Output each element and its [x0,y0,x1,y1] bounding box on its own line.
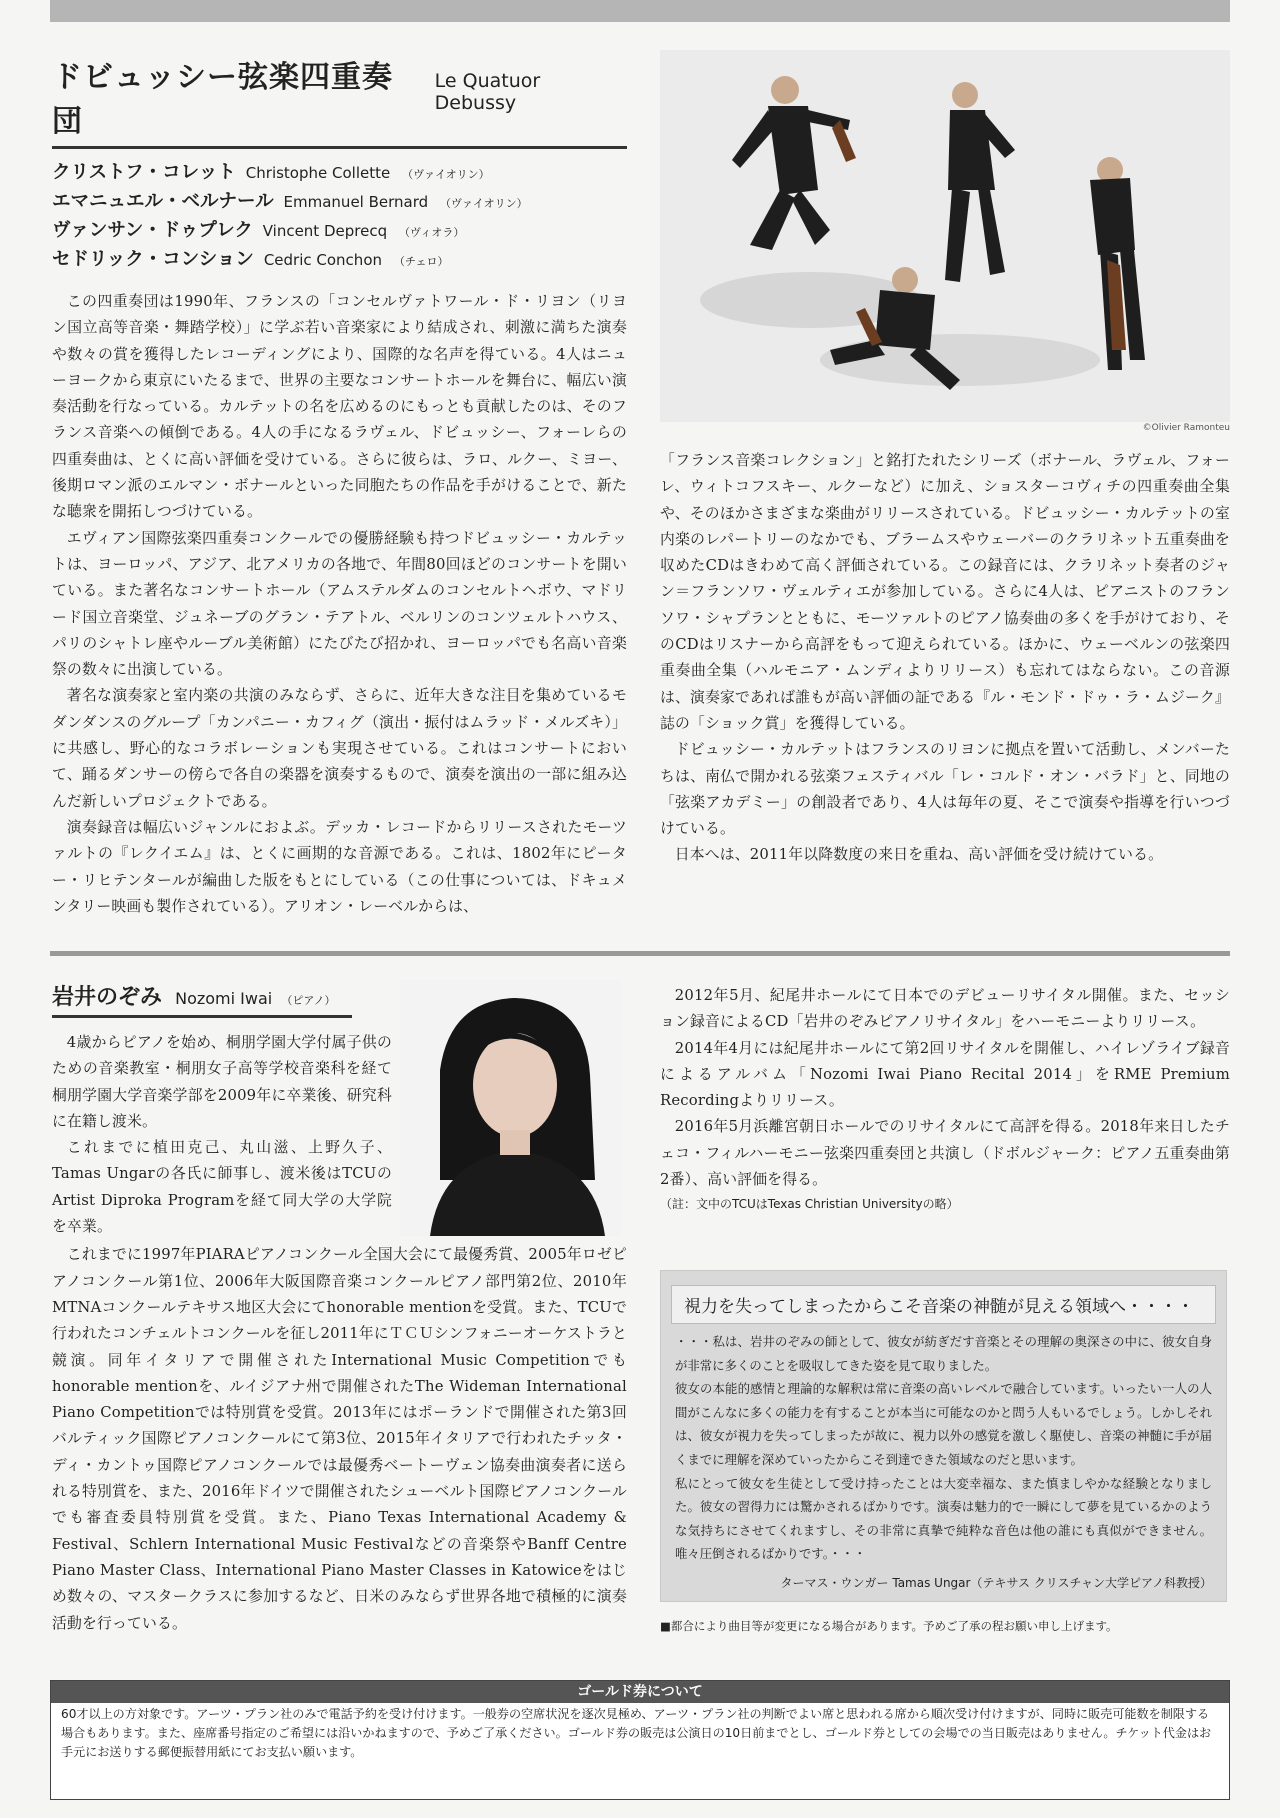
quartet-title [52,52,627,149]
quartet-section [52,52,627,920]
program-change-note: ■都合により曲目等が変更になる場合があります。予めご了承の程お願い申し上げます。 [660,1619,1118,1633]
footnote: （註：文中のTCUはTexas Christian Universityの略） [660,1197,959,1212]
paragraph: この四重奏団は1990年、フランスの「コンセルヴァトワール・ド・リヨン（リヨン国立高等音楽・舞踏学校）」に学ぶ若い音楽家により結成され、刺激に満ちた演奏や数々の賞を獲得したレコーディングにより、国際的な名声を得ている。4人はニューヨークから東京にいたるまで、世界の主要なコンサートホールを舞台に、幅広い演奏活動を行なっている。カルテットの名を広めるのにもっとも貢献したのは、そのフランス音楽への傾倒である。4人の手になるラヴェル、ドビュッシー、フォーレらの四重奏曲は、とくに高い評価を受けている。さらに彼らは、ラロ、ルクー、ミヨー、後期ロマン派のエルマン・ボナールといった同胞たちの作品を手がけることで、新たな聴衆を開拓しつづけている。 [52,293,627,521]
member-name-en: Vincent Deprecq [262,222,388,240]
member-list [52,159,627,275]
quote-signature: ターマス・ウンガー Tamas Ungar（テキサス クリスチャン大学ピアノ科教授） [780,1576,1212,1590]
pianist-name-jp: 岩井のぞみ [52,985,163,1010]
pianist-photo-art [400,980,622,1236]
member-name-jp: セドリック・コンション [52,249,254,270]
quote-title: 視力を失ってしまったからこそ音楽の神髄が見える領域へ・・・・ [671,1285,1216,1324]
member-instrument: （ヴァイオリン） [402,168,490,181]
quartet-title-en: Le Quatuor Debussy [434,70,541,114]
quartet-photo [660,50,1230,422]
member-item [52,246,627,275]
paragraph: 著名な演奏家と室内楽の共演のみならず、さらに、近年大きな注目を集めているモダンダンスのグループ「カンパニー・カフィグ（演出・振付はムラッド・メルズキ）」に共感し、野心的なコラボレーションも実現させている。これはコンサートにおいて、踊るダンサーの傍らで各自の楽器を演奏するもので、演奏を演出の一部に組み込んだ新しいプロジェクトである。 [52,687,627,810]
pianist-bio-wide [52,1242,627,1636]
member-name-en: Emmanuel Bernard [283,193,429,211]
pianist-title [52,980,352,1018]
paragraph: ・・・私は、岩井のぞみの師として、彼女が紡ぎだす音楽とその理解の奥深さの中に、彼女自身が非常に多くのことを吸収してきた姿を見て取りました。 [675,1334,1212,1373]
quartet-bio-right [660,448,1230,869]
paragraph: 4歳からピアノを始め、桐朋学園大学付属子供のための音楽教室・桐朋女子高等学校音楽科を経て桐朋学園大学音楽学部を2009年に卒業後、研究科に在籍し渡米。 [52,1034,392,1130]
teacher-quote-box [660,1270,1227,1602]
photo-credit: ©Olivier Ramonteu [1142,423,1230,433]
paragraph: 2016年5月浜離宮朝日ホールでのリサイタルにて高評を得る。2018年来日したチェコ・フィルハーモニー弦楽四重奏団と共演し（ドボルジャーク：ピアノ五重奏曲第2番）、高い評価を得る。 [660,1118,1230,1189]
pianist-photo [400,980,622,1236]
paragraph: 「フランス音楽コレクション」と銘打たれたシリーズ（ボナール、ラヴェル、フォーレ、ウィトコフスキー、ルクーなど）に加え、ショスターコヴィチの四重奏曲全集や、そのほかさまざまな楽曲がリリースされている。ドビュッシー・カルテットの室内楽のレパートリーのなかでも、ブラームスやウェーバーのクラリネット五重奏曲を収めたCDはきわめて高く評価されている。この録音には、クラリネット奏者のジャン＝フランソワ・ヴェルティエが参加している。さらに4人は、ピアニストのフランソワ・シャプランとともに、モーツァルトのピアノ協奏曲の多くを手がけており、そのCDはリスナーから高評をもって迎えられている。ほかに、ウェーベルンの弦楽四重奏曲全集（ハルモニア・ムンディよりリリース）も忘れてはならない。この音源は、演奏家であれば誰もが高い評価の証である『ル・モンド・ドゥ・ラ・ムジーク』誌の「ショック賞」を獲得している。 [660,452,1230,732]
paragraph: これまでに植田克己、丸山滋、上野久子、Tamas Ungarの各氏に師事し、渡米後はTCUのArtist Diproka Programを経て同大学の大学院を卒業。 [52,1139,392,1236]
pianist-name-en: Nozomi Iwai [175,989,273,1008]
member-name-jp: エマニュエル・ベルナール [52,191,274,212]
member-instrument: （ヴィオラ） [398,226,465,239]
pianist-instrument: （ピアノ） [281,994,336,1007]
paragraph: 彼女の本能的感情と理論的な解釈は常に音楽の高いレベルで融合しています。いったい一人の人間がこんなに多くの能力を有することが本当に可能なのかと問う人もいるでしょう。しかしそれは、彼女が視力を失ってしまったが故に、視力以外の感覚を激しく駆使し、音楽の神髄に手が届くまでに理解を深めていったからこそ到達できた領域なのだと思います。 [675,1381,1212,1467]
pianist-bio-right [660,983,1230,1212]
member-instrument: （チェロ） [393,255,449,268]
paragraph: 演奏録音は幅広いジャンルにおよぶ。デッカ・レコードからリリースされたモーツァルトの『レクイエム』は、とくに画期的な音源である。これは、1802年にピーター・リヒテンタールが編曲した版をもとにしている（この仕事については、ドキュメンタリー映画も製作されている）。アリオン・レーベルからは、 [52,818,627,915]
paragraph: これまでに1997年PIARAピアノコンクール全国大会にて最優秀賞、2005年ロゼピアノコンクール第1位、2006年大阪国際音楽コンクールピアノ部門第2位、2010年MTNAコンクールテキサス地区大会にてhonorable mentionを受賞。また、TCUで行われたコンチェルトコンクールを征し2011年にＴＣＵシンフォニーオーケストラと競演。同年イタリアで開催されたInternational Music Competitionでもhonorable mentionを、ルイジアナ州で開催されたThe Wideman International Piano Competitionでは特別賞を受賞。2013年にはポーランドで開催された第3回バルティック国際ピアノコンクールにて第3位、2015年イタリアで行われたチッタ・ディ・カントゥ国際ピアノコンクールでは最優秀ベートーヴェン協奏曲演奏者に送られる特別賞を、また、2016年ドイツで開催されたシューベルト国際ピアノコンクールでも審査委員特別賞を受賞。また、Piano Texas International Academy & Festival、Schlern International Music Festivalなどの音楽祭やBanff Centre Piano Master Class、International Piano Master Classes in Katowiceをはじめ数々の、マスタークラスに参加するなど、日米のみならず世界各地で積極的に演奏活動を行っている。 [52,1246,627,1632]
member-name-en: Cedric Conchon [263,251,382,269]
gold-ticket-box [50,1680,1230,1800]
gold-ticket-heading: ゴールド券について [51,1681,1229,1703]
paragraph: 2012年5月、紀尾井ホールにて日本でのデビューリサイタル開催。また、セッション録音によるCD「岩井のぞみピアノリサイタル」をハーモニーよりリリース。 [660,987,1230,1031]
member-item [52,217,627,246]
paragraph: ドビュッシー・カルテットはフランスのリヨンに拠点を置いて活動し、メンバーたちは、南仏で開かれる弦楽フェスティバル「レ・コルド・オン・バラド」と、同地の「弦楽アカデミー」の創設者であり、4人は毎年の夏、そこで演奏や指導を行いつづけている。 [660,741,1230,838]
member-item [52,188,627,217]
member-name-jp: クリストフ・コレット [52,162,236,183]
paragraph: 2014年4月には紀尾井ホールにて第2回リサイタルを開催し、ハイレゾライブ録音によるアルバム「Nozomi Iwai Piano Recital 2014」をRME Premium Recordingよりリリース。 [660,1039,1230,1110]
quartet-title-jp: ドビュッシー弦楽四重奏団 [52,60,393,139]
paragraph: 日本へは、2011年以降数度の来日を重ね、高い評価を受け続けている。 [674,846,1164,864]
paragraph: エヴィアン国際弦楽四重奏コンクールでの優勝経験も持つドビュッシー・カルテットは、ヨーロッパ、アジア、北アメリカの各地で、年間80回ほどのコンサートを開いている。また著名なコンサートホール（アムステルダムのコンセルトヘボウ、マドリード国立音楽堂、ジュネーブのグラン・テアトル、ベルリンのコンツェルトハウス、パリのシャトレ座やルーブル美術館）にたびたび招かれ、ヨーロッパでも名高い音楽祭の数々に出演している。 [52,529,627,679]
member-instrument: （ヴァイオリン） [440,197,528,210]
member-name-jp: ヴァンサン・ドゥプレク [52,220,253,241]
section-divider [50,951,1230,956]
member-name-en: Christophe Collette [245,164,391,182]
quartet-photo-art [660,50,1230,422]
top-bar [50,0,1230,22]
pianist-bio-narrow [52,1030,392,1240]
paragraph: 私にとって彼女を生徒として受け持ったことは大変幸福な、また慎ましやかな経験となりました。彼女の習得力には驚かされるばかりです。演奏は魅力的で一瞬にして夢を見ているかのような気持ちにさせてくれますし、その非常に真摯で純粋な音色は他の誰にも真似ができません。唯々圧倒されるばかりです。・・・ [675,1475,1212,1562]
quote-body [661,1324,1226,1566]
gold-ticket-body: 60才以上の方対象です。アーツ・プラン社のみで電話予約を受け付けます。一般券の空席状況を逐次見極め、アーツ・プラン社の判断でよい席と思われる席から順次受け付けますが、同時に販売可能数を制限する場合もあります。また、座席番号指定のご希望には沿いかねますので、予めご了承ください。ゴールド券の販売は公演日の10日前までとし、ゴールド券としての会場での当日販売はありません。チケット代金はお手元にお送りする郵便振替用紙にてお支払い願います。 [61,1707,1212,1759]
member-item [52,159,627,188]
quartet-bio-left [52,289,627,920]
